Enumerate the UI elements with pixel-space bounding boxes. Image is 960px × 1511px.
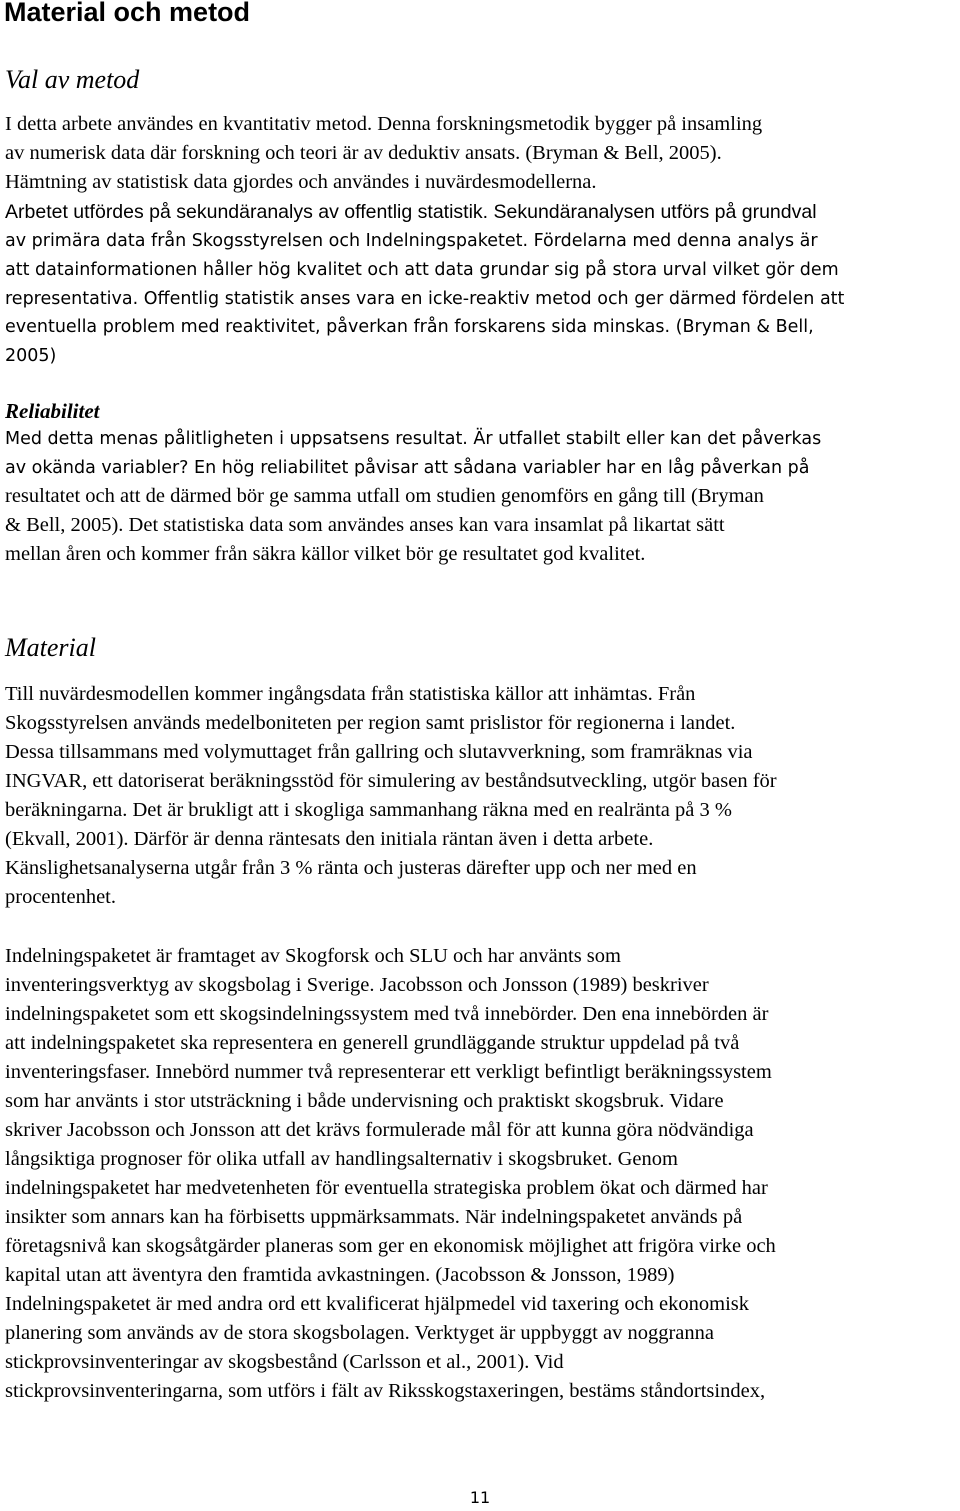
text-line: representativa. Offentlig statistik anses vara en icke-reaktiv metod och ger därmed fördelen att xyxy=(5,289,845,309)
text-line: procentenhet. xyxy=(5,886,116,908)
text-line: Känslighetsanalyserna utgår från 3 % ränta och justeras därefter upp och ner med en xyxy=(5,857,697,879)
text-line: Med detta menas pålitligheten i uppsatsens resultat. Är utfallet stabilt eller kan det påverkas xyxy=(5,429,822,449)
text-line: resultatet och att de därmed bör ge samma utfall om studien genomförs en gång till (Bryman xyxy=(5,485,764,507)
text-line: indelningspaketet som ett skogsindelningssystem med två innebörder. Den ena innebörden är xyxy=(5,1003,769,1025)
text-line: av okända variabler? En hög reliabilitet påvisar att sådana variabler har en låg påverkan på xyxy=(5,458,810,478)
text-line: Skogsstyrelsen används medelboniteten per region samt prislistor för regionerna i landet. xyxy=(5,712,736,734)
page-title: Material och metod xyxy=(4,0,251,27)
text-line: Till nuvärdesmodellen kommer ingångsdata från statistiska källor att inhämtas. Från xyxy=(5,683,696,705)
text-line: mellan åren och kommer från säkra källor vilket bör ge resultatet god kvalitet. xyxy=(5,543,646,565)
text-line: långsiktiga prognoser för olika utfall av handlingsalternativ i skogsbruket. Genom xyxy=(5,1148,678,1170)
text-line: insikter som annars kan ha förbisetts uppmärksammats. När indelningspaketet används på xyxy=(5,1206,743,1228)
text-line: av primära data från Skogsstyrelsen och Indelningspaketet. Fördelarna med denna analys är xyxy=(5,231,818,251)
text-line: företagsnivå kan skogsåtgärder planeras som ger en ekonomisk möjlighet att frigöra virke och xyxy=(5,1235,776,1257)
text-line: Arbetet utfördes på sekundäranalys av offentlig statistik. Sekundäranalysen utförs på grundval xyxy=(5,201,817,223)
text-line: Dessa tillsammans med volymuttaget från gallring och slutavverkning, som framräknas via xyxy=(5,741,753,763)
text-line: att indelningspaketet ska representera en generell grundläggande struktur uppdelad på två xyxy=(5,1032,740,1054)
text-line: & Bell, 2005). Det statistiska data som användes anses kan vara insamlat på likartat sätt xyxy=(5,514,725,536)
text-line: INGVAR, ett datoriserat beräkningsstöd för simulering av beståndsutveckling, utgör basen för xyxy=(5,770,777,792)
text-line: stickprovsinventeringar av skogsbestånd (Carlsson et al., 2001). Vid xyxy=(5,1351,564,1373)
text-line: inventeringsverktyg av skogsbolag i Sverige. Jacobsson och Jonsson (1989) beskriver xyxy=(5,974,709,996)
text-line: inventeringsfaser. Innebörd nummer två representerar ett verkligt befintligt beräkningssystem xyxy=(5,1061,772,1083)
text-line: att datainformationen håller hög kvalitet och att data grundar sig på stora urval vilket gör dem xyxy=(5,260,839,280)
text-line: (Ekvall, 2001). Därför är denna räntesats den initiala räntan även i detta arbete. xyxy=(5,828,654,850)
text-line: Indelningspaketet är framtaget av Skogforsk och SLU och har använts som xyxy=(5,945,621,967)
text-line: I detta arbete användes en kvantitativ metod. Denna forskningsmetodik bygger på insamling xyxy=(5,113,763,135)
section-heading-reliabilitet: Reliabilitet xyxy=(5,399,100,423)
text-line: Hämtning av statistisk data gjordes och användes i nuvärdesmodellerna. xyxy=(5,171,597,193)
text-line: som har använts i stor utsträckning i både undervisning och praktiskt skogsbruk. Vidare xyxy=(5,1090,724,1112)
text-line: av numerisk data där forskning och teori är av deduktiv ansats. (Bryman & Bell, 2005). xyxy=(5,142,722,164)
text-line: skriver Jacobsson och Jonsson att det krävs formulerade mål för att kunna göra nödvändiga xyxy=(5,1119,754,1141)
text-line: 2005) xyxy=(5,346,57,366)
text-line: beräkningarna. Det är brukligt att i skogliga sammanhang räkna med en realränta på 3 % xyxy=(5,799,732,821)
text-line: stickprovsinventeringarna, som utförs i fält av Riksskogstaxeringen, bestäms ståndortsindex, xyxy=(5,1380,766,1402)
section-heading-val-av-metod: Val av metod xyxy=(5,65,140,94)
text-line: planering som används av de stora skogsbolagen. Verktyget är uppbyggt av noggranna xyxy=(5,1322,714,1344)
text-line: indelningspaketet har medvetenheten för eventuella strategiska problem ökat och därmed har xyxy=(5,1177,768,1199)
text-line: eventuella problem med reaktivitet, påverkan från forskarens sida minskas. (Bryman & Bell, xyxy=(5,317,814,337)
page-number: 11 xyxy=(469,1488,491,1507)
text-line: Indelningspaketet är med andra ord ett kvalificerat hjälpmedel vid taxering och ekonomisk xyxy=(5,1293,750,1315)
section-heading-material: Material xyxy=(5,633,96,662)
text-line: kapital utan att äventyra den framtida avkastningen. (Jacobsson & Jonsson, 1989) xyxy=(5,1264,675,1286)
